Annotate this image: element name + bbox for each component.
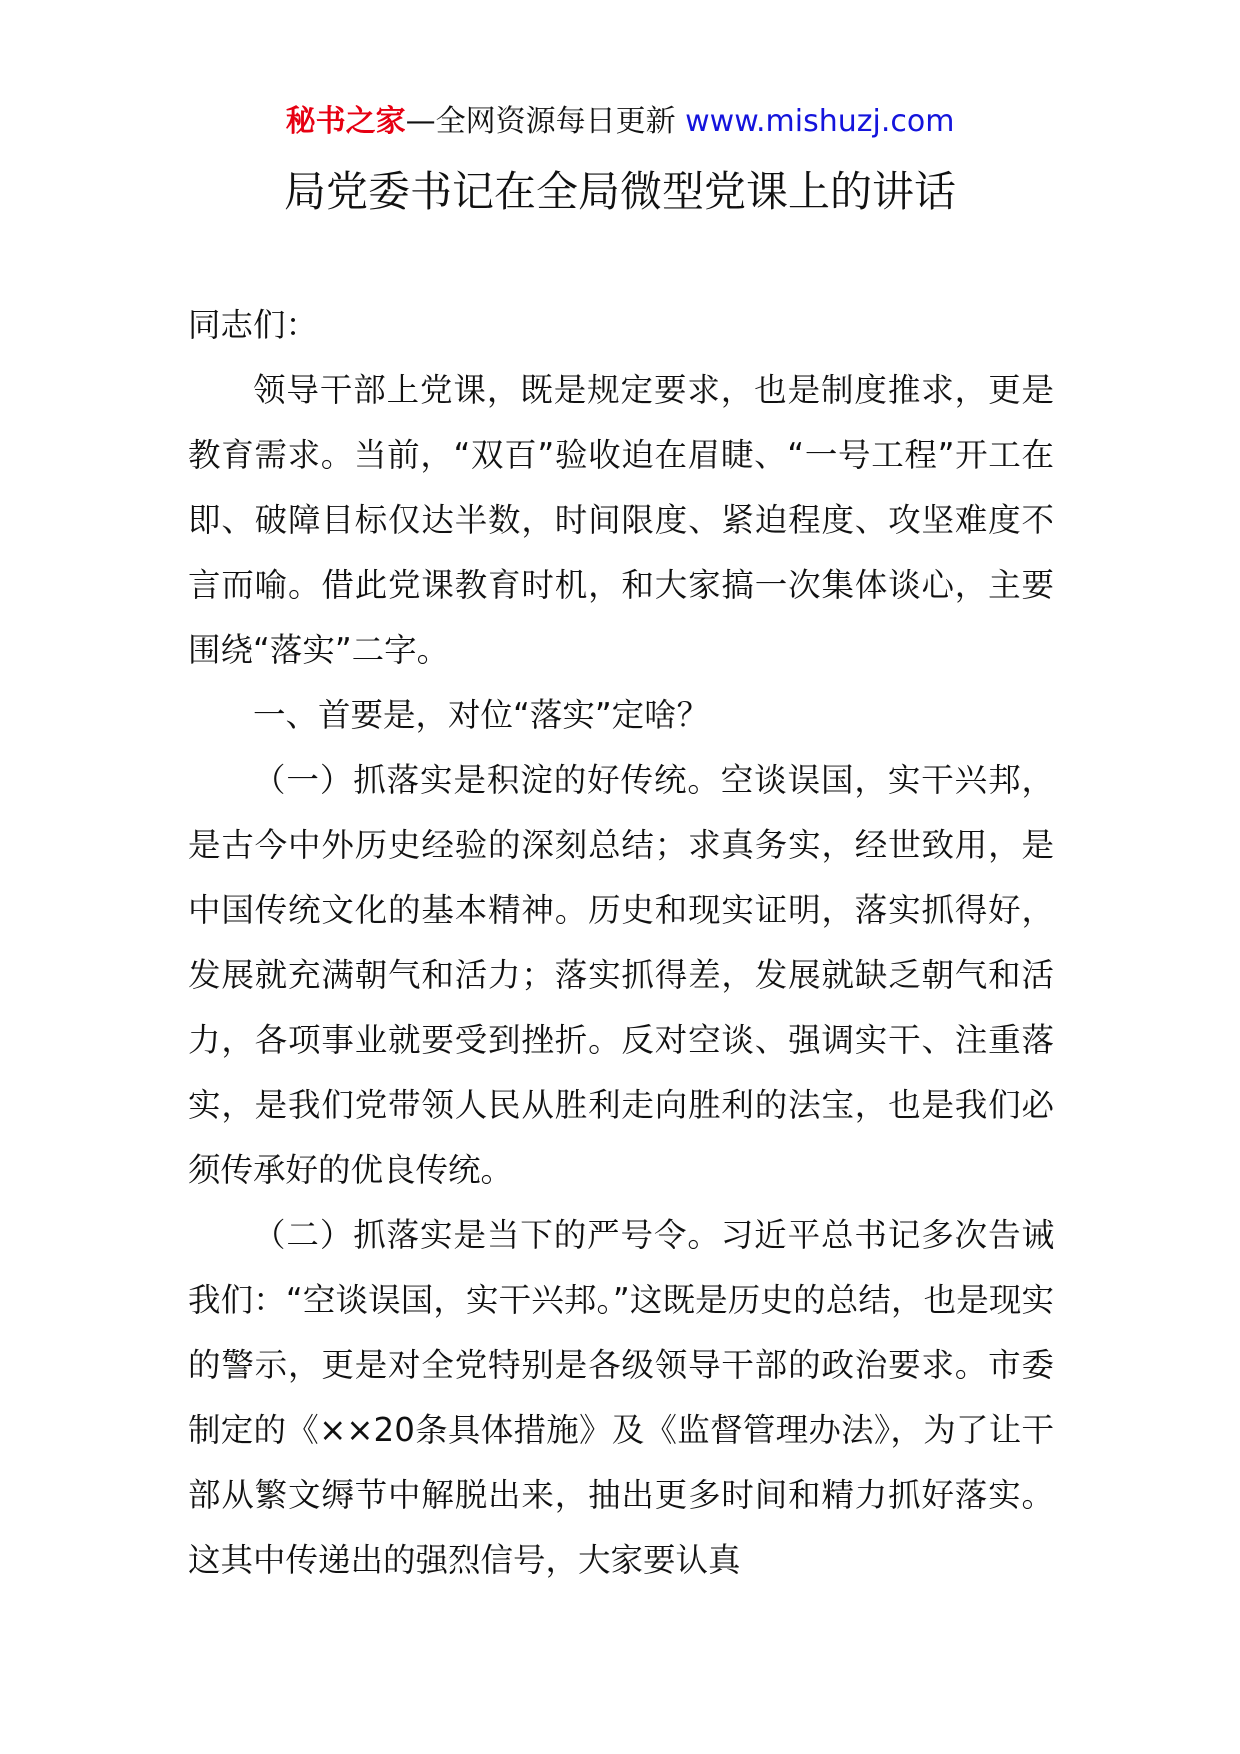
paragraph-intro: 领导干部上党课，既是规定要求，也是制度推求，更是教育需求。当前，“双百”验收迫在眉睫、“一号工程”开工在即、破障目标仅达半数，时间限度、紧迫程度、攻坚难度不言而喻。借此党课教育时机，和大家搞一次集体谈心，主要围绕“落实”二字。 bbox=[188, 371, 1054, 669]
document-title: 局党委书记在全局微型党课上的讲话 bbox=[283, 167, 956, 216]
header-tagline: —全网资源每日更新 bbox=[405, 104, 676, 139]
document-body bbox=[188, 293, 1054, 1593]
paragraph-order: （二）抓落实是当下的严号令。习近平总书记多次告诫我们：“空谈误国，实干兴邦。”这既是历史的总结，也是现实的警示，更是对全党特别是各级领导干部的政治要求。市委制定的《××20条具体措施》及《监督管理办法》，为了让干部从繁文缛节中解脱出来，抽出更多时间和精力抓好落实。这其中传递出的强烈信号，大家要认真 bbox=[188, 1216, 1054, 1579]
site-url-link[interactable]: www.mishuzj.com bbox=[685, 104, 955, 139]
paragraph-tradition: （一）抓落实是积淀的好传统。空谈误国，实干兴邦，是古今中外历史经验的深刻总结；求真务实，经世致用，是中国传统文化的基本精神。历史和现实证明，落实抓得好，发展就充满朝气和活力；落实抓得差，发展就缺乏朝气和活力，各项事业就要受到挫折。反对空谈、强调实干、注重落实，是我们党带领人民从胜利走向胜利的法宝，也是我们必须传承好的优良传统。 bbox=[188, 761, 1054, 1189]
site-header bbox=[0, 100, 1240, 144]
salutation: 同志们： bbox=[188, 306, 319, 344]
section-heading-1: 一、首要是，对位“落实”定啥？ bbox=[253, 696, 710, 734]
brand-name: 秘书之家 bbox=[285, 104, 406, 139]
